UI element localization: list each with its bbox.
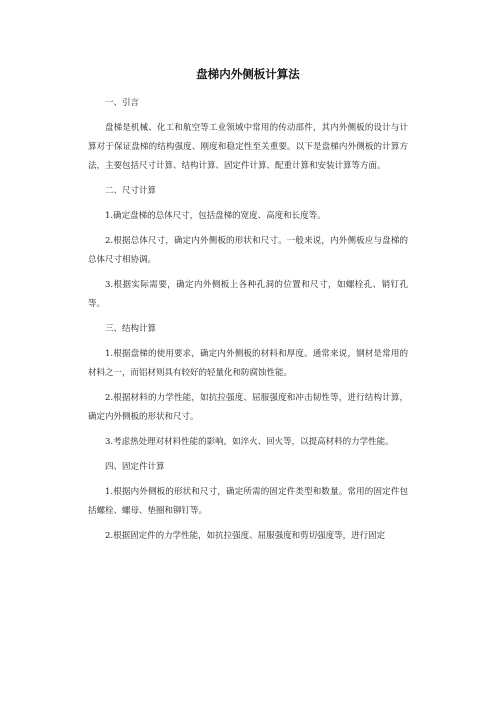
paragraph-intro: 盘梯是机械、化工和航空等工业领域中常用的传动部件，其内外侧板的设计与计算对于保证盘梯的结构强度、刚度和稳定性至关重要。以下是盘梯内外侧板的计算方法，主要包括尺寸计算、结构计算、固定件计算、配重计算和安装计算等方面。 — [88, 123, 408, 171]
document-body — [88, 64, 408, 552]
document-title: 盘梯内外侧板计算法 — [196, 67, 300, 81]
section-heading-intro: 一、引言 — [105, 98, 140, 108]
paragraph-fastener-1: 1.根据内外侧板的形状和尺寸，确定所需的固定件类型和数量。常用的固定件包括螺栓、螺母、垫圈和铆钉等。 — [88, 487, 408, 516]
paragraph-structure-3: 3.考虑热处理对材料性能的影响，如淬火、回火等，以提高材料的力学性能。 — [105, 437, 394, 447]
section-heading-size: 二、尺寸计算 — [105, 186, 157, 196]
paragraph-structure-2: 2.根据材料的力学性能，如抗拉强度、屈服强度和冲击韧性等，进行结构计算，确定内外侧板的形状和尺寸。 — [88, 393, 408, 422]
paragraph-structure-1: 1.根据盘梯的使用要求，确定内外侧板的材料和厚度。通常来说，钢材是常用的材料之一，而铝材则具有较好的轻量化和防腐蚀性能。 — [88, 349, 408, 378]
paragraph-fastener-2: 2.根据固定件的力学性能，如抗拉强度、屈服强度和剪切强度等，进行固定 — [105, 531, 386, 541]
paragraph-size-2: 2.根据总体尺寸，确定内外侧板的形状和尺寸。一般来说，内外侧板应与盘梯的总体尺寸相协调。 — [88, 236, 408, 265]
section-heading-structure: 三、结构计算 — [105, 324, 157, 334]
paragraph-size-3: 3.根据实际需要，确定内外侧板上各种孔洞的位置和尺寸，如螺栓孔、销钉孔等。 — [88, 280, 408, 309]
paragraph-size-1: 1.确定盘梯的总体尺寸，包括盘梯的宽度、高度和长度等。 — [105, 211, 326, 221]
section-heading-fastener: 四、固定件计算 — [105, 462, 165, 472]
